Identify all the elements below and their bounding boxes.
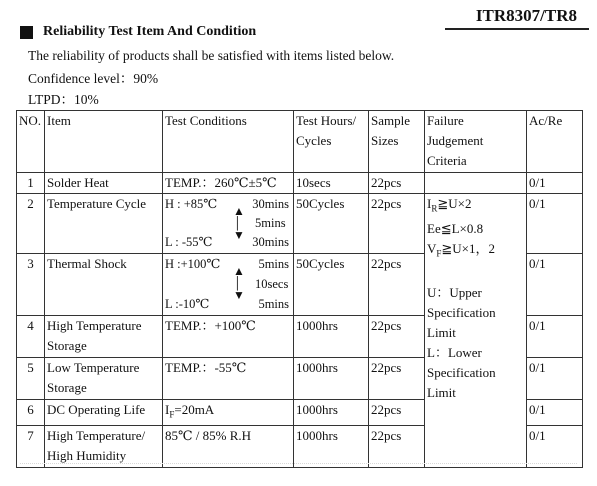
row-sample: 22pcs	[369, 358, 425, 400]
row-condition: TEMP.：+100℃	[163, 316, 294, 358]
title-underline	[445, 28, 589, 30]
row-item: Solder Heat	[45, 173, 163, 194]
section-title: Reliability Test Item And Condition	[43, 24, 257, 39]
cond-low-time: 30mins	[252, 235, 289, 249]
cond-transition: 5mins	[255, 216, 286, 230]
row-acre: 0/1	[527, 400, 583, 426]
header-failure: Failure Judgement Criteria	[425, 111, 527, 173]
header-acre: Ac/Re	[527, 111, 583, 173]
cond-low: L : -55℃	[165, 235, 213, 249]
row-acre: 0/1	[527, 425, 583, 467]
cond-low: L :-10℃	[165, 297, 210, 311]
row-item: DC Operating Life	[45, 400, 163, 426]
row-condition: 85℃ / 85% R.H	[163, 425, 294, 467]
cond-high-time: 30mins	[252, 197, 289, 211]
row-condition: TEMP.：260℃±5℃	[163, 173, 294, 194]
row-condition	[163, 254, 294, 316]
row-hours: 10secs	[294, 173, 369, 194]
row-hours: 50Cycles	[294, 254, 369, 316]
row-condition: $I_F=20mA$	[163, 400, 294, 426]
row-acre: 0/1	[527, 173, 583, 194]
row-hours: 1000hrs	[294, 400, 369, 426]
ltpd: LTPD：10%	[28, 92, 99, 107]
cond-high: H :+100℃	[165, 257, 221, 271]
row-item: High Temperature Storage	[45, 316, 163, 358]
row-item: Thermal Shock	[45, 254, 163, 316]
row-acre: 0/1	[527, 254, 583, 316]
row-no: 3	[17, 254, 45, 316]
failure-criteria: $I_R≧U\times 2$ Ee≦L×0.8 $V_F≧U\times 1$，2 U：Upper Specification Limit L：Lower Specification Limit	[425, 194, 527, 468]
intro-statement: The reliability of products shall be satisfied with items listed below.	[28, 48, 395, 63]
row-item: Low Temperature Storage	[45, 358, 163, 400]
failure-criteria-blank	[425, 173, 527, 194]
section-heading	[20, 24, 256, 40]
up-down-arrow-icon: ▲ │ ▼	[233, 264, 245, 302]
cond-low-time: 5mins	[258, 297, 289, 311]
row-item: High Temperature/ High Humidity	[45, 425, 163, 467]
row-acre: 0/1	[527, 194, 583, 254]
table-header-row	[17, 111, 583, 173]
confidence-level: Confidence level：90%	[28, 71, 159, 86]
row-no: 4	[17, 316, 45, 358]
row-hours: 1000hrs	[294, 358, 369, 400]
row-no: 5	[17, 358, 45, 400]
row-hours: 1000hrs	[294, 425, 369, 467]
row-sample: 22pcs	[369, 173, 425, 194]
row-item: Temperature Cycle	[45, 194, 163, 254]
row-sample: 22pcs	[369, 316, 425, 358]
row-no: 1	[17, 173, 45, 194]
row-acre: 0/1	[527, 316, 583, 358]
table-row	[17, 173, 583, 194]
cond-transition: 10secs	[255, 277, 289, 291]
cond-high-time: 5mins	[258, 257, 289, 271]
document-code: ITR8307/TR8	[475, 6, 577, 25]
row-no: 7	[17, 425, 45, 467]
row-sample: 22pcs	[369, 400, 425, 426]
table-row	[17, 194, 583, 254]
bullet-square-icon	[20, 26, 33, 39]
header-no: NO.	[17, 111, 45, 173]
footer-divider	[20, 463, 577, 464]
reliability-table	[16, 110, 583, 468]
row-acre: 0/1	[527, 358, 583, 400]
row-sample: 22pcs	[369, 254, 425, 316]
header-hours: Test Hours/ Cycles	[294, 111, 369, 173]
row-no: 2	[17, 194, 45, 254]
row-condition	[163, 194, 294, 254]
row-hours: 50Cycles	[294, 194, 369, 254]
row-hours: 1000hrs	[294, 316, 369, 358]
header-sample: Sample Sizes	[369, 111, 425, 173]
row-condition: TEMP.：-55℃	[163, 358, 294, 400]
header-item: Item	[45, 111, 163, 173]
header-conditions: Test Conditions	[163, 111, 294, 173]
row-no: 6	[17, 400, 45, 426]
up-down-arrow-icon: ▲ │ ▼	[233, 204, 245, 242]
cond-high: H : +85℃	[165, 197, 218, 211]
row-sample: 22pcs	[369, 425, 425, 467]
row-sample: 22pcs	[369, 194, 425, 254]
